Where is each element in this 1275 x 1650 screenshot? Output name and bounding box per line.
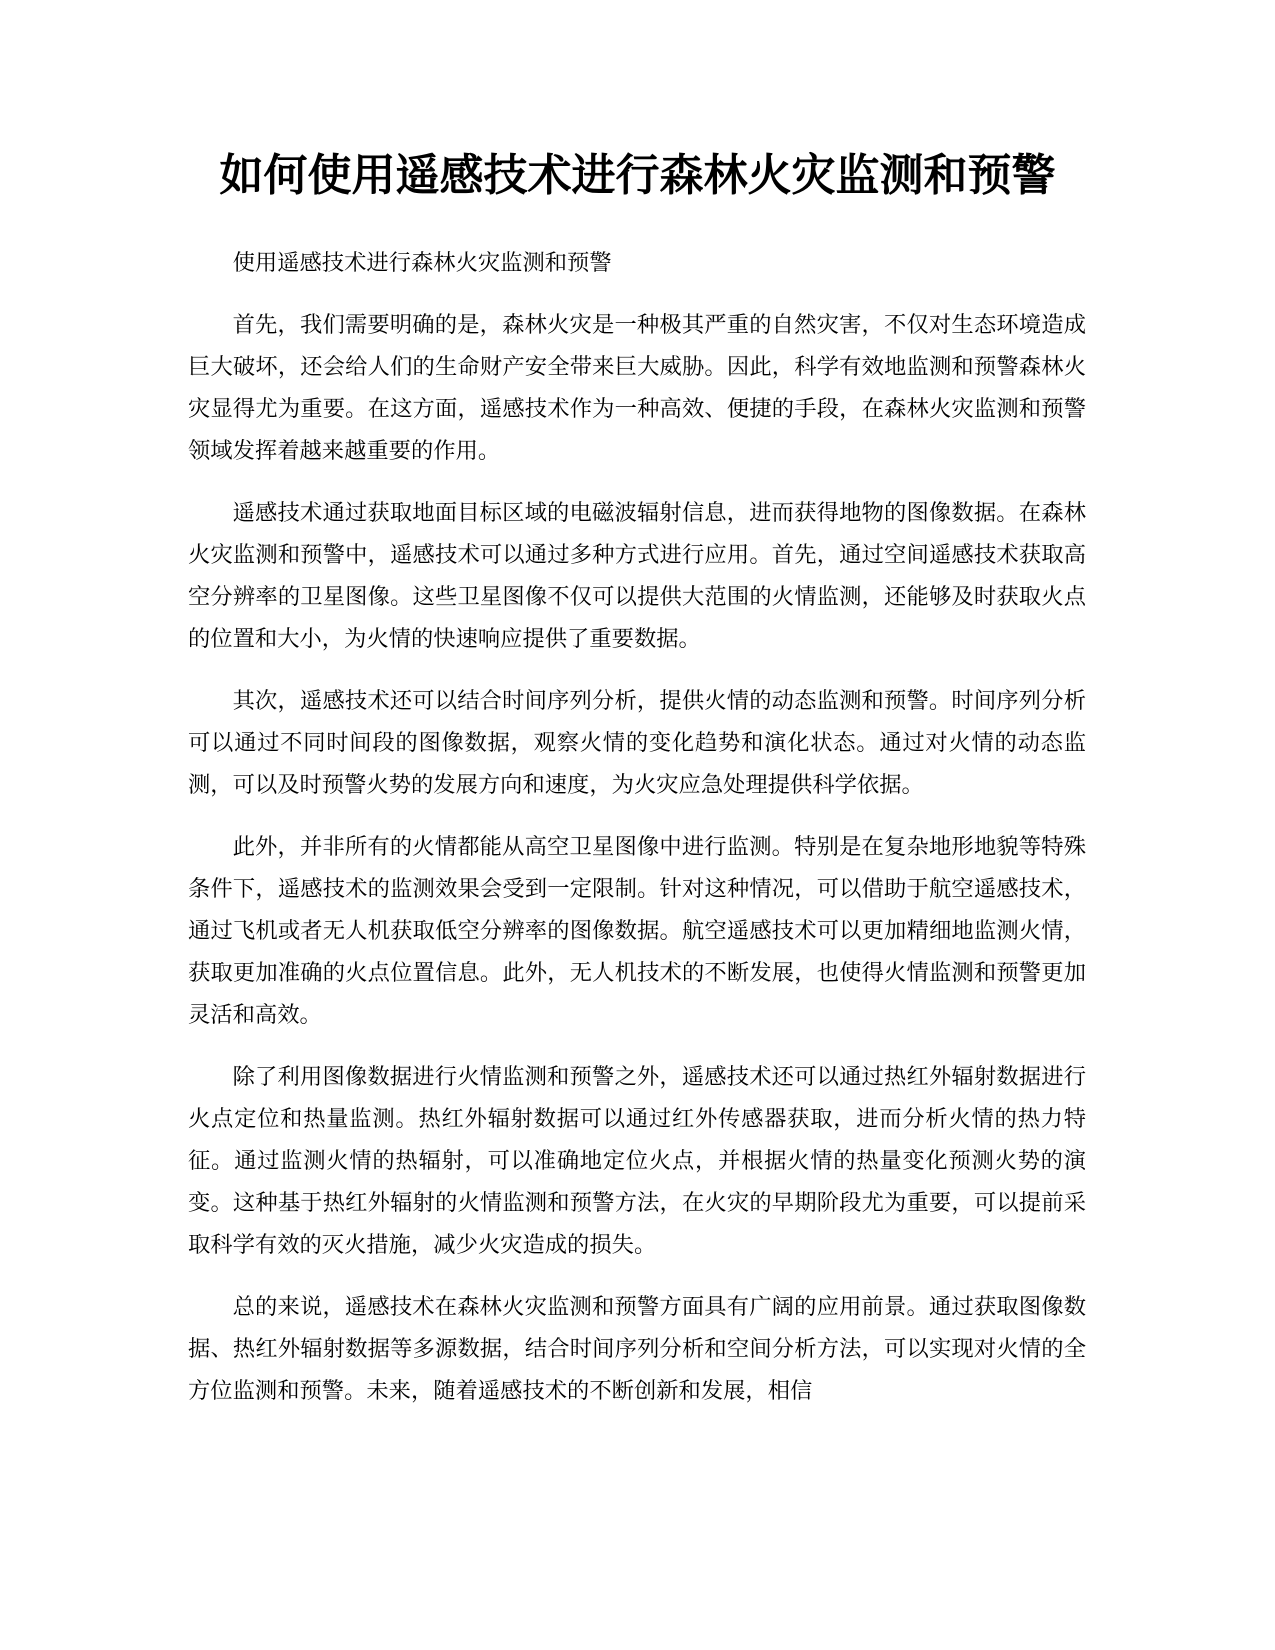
document-title: 如何使用遥感技术进行森林火灾监测和预警 [219,150,1056,201]
paragraph-thermal-infrared: 除了利用图像数据进行火情监测和预警之外，遥感技术还可以通过热红外辐射数据进行火点定位和热量监测。热红外辐射数据可以通过红外传感器获取，进而分析火情的热力特征。通过监测火情的热辐射，可以准确地定位火点，并根据火情的热量变化预测火势的演变。这种基于热红外辐射的火情监测和预警方法，在火灾的早期阶段尤为重要，可以提前采取科学有效的灭火措施，减少火灾造成的损失。 [188,1064,1086,1258]
paragraph-satellite: 遥感技术通过获取地面目标区域的电磁波辐射信息，进而获得地物的图像数据。在森林火灾监测和预警中，遥感技术可以通过多种方式进行应用。首先，通过空间遥感技术获取高空分辨率的卫星图像。这些卫星图像不仅可以提供大范围的火情监测，还能够及时获取火点的位置和大小，为火情的快速响应提供了重要数据。 [188,500,1086,652]
paragraph-summary: 总的来说，遥感技术在森林火灾监测和预警方面具有广阔的应用前景。通过获取图像数据、热红外辐射数据等多源数据，结合时间序列分析和空间分析方法，可以实现对火情的全方位监测和预警。未来，随着遥感技术的不断创新和发展，相信 [188,1294,1086,1404]
document-body [188,242,1086,1432]
paragraph-subtitle: 使用遥感技术进行森林火灾监测和预警 [232,250,612,276]
paragraph-intro: 首先，我们需要明确的是，森林火灾是一种极其严重的自然灾害，不仅对生态环境造成巨大破坏，还会给人们的生命财产安全带来巨大威胁。因此，科学有效地监测和预警森林火灾显得尤为重要。在这方面，遥感技术作为一种高效、便捷的手段，在森林火灾监测和预警领域发挥着越来越重要的作用。 [188,312,1086,464]
paragraph-time-series: 其次，遥感技术还可以结合时间序列分析，提供火情的动态监测和预警。时间序列分析可以通过不同时间段的图像数据，观察火情的变化趋势和演化状态。通过对火情的动态监测，可以及时预警火势的发展方向和速度，为火灾应急处理提供科学依据。 [188,688,1086,798]
paragraph-aerial: 此外，并非所有的火情都能从高空卫星图像中进行监测。特别是在复杂地形地貌等特殊条件下，遥感技术的监测效果会受到一定限制。针对这种情况，可以借助于航空遥感技术，通过飞机或者无人机获取低空分辨率的图像数据。航空遥感技术可以更加精细地监测火情，获取更加准确的火点位置信息。此外，无人机技术的不断发展，也使得火情监测和预警更加灵活和高效。 [188,834,1086,1028]
